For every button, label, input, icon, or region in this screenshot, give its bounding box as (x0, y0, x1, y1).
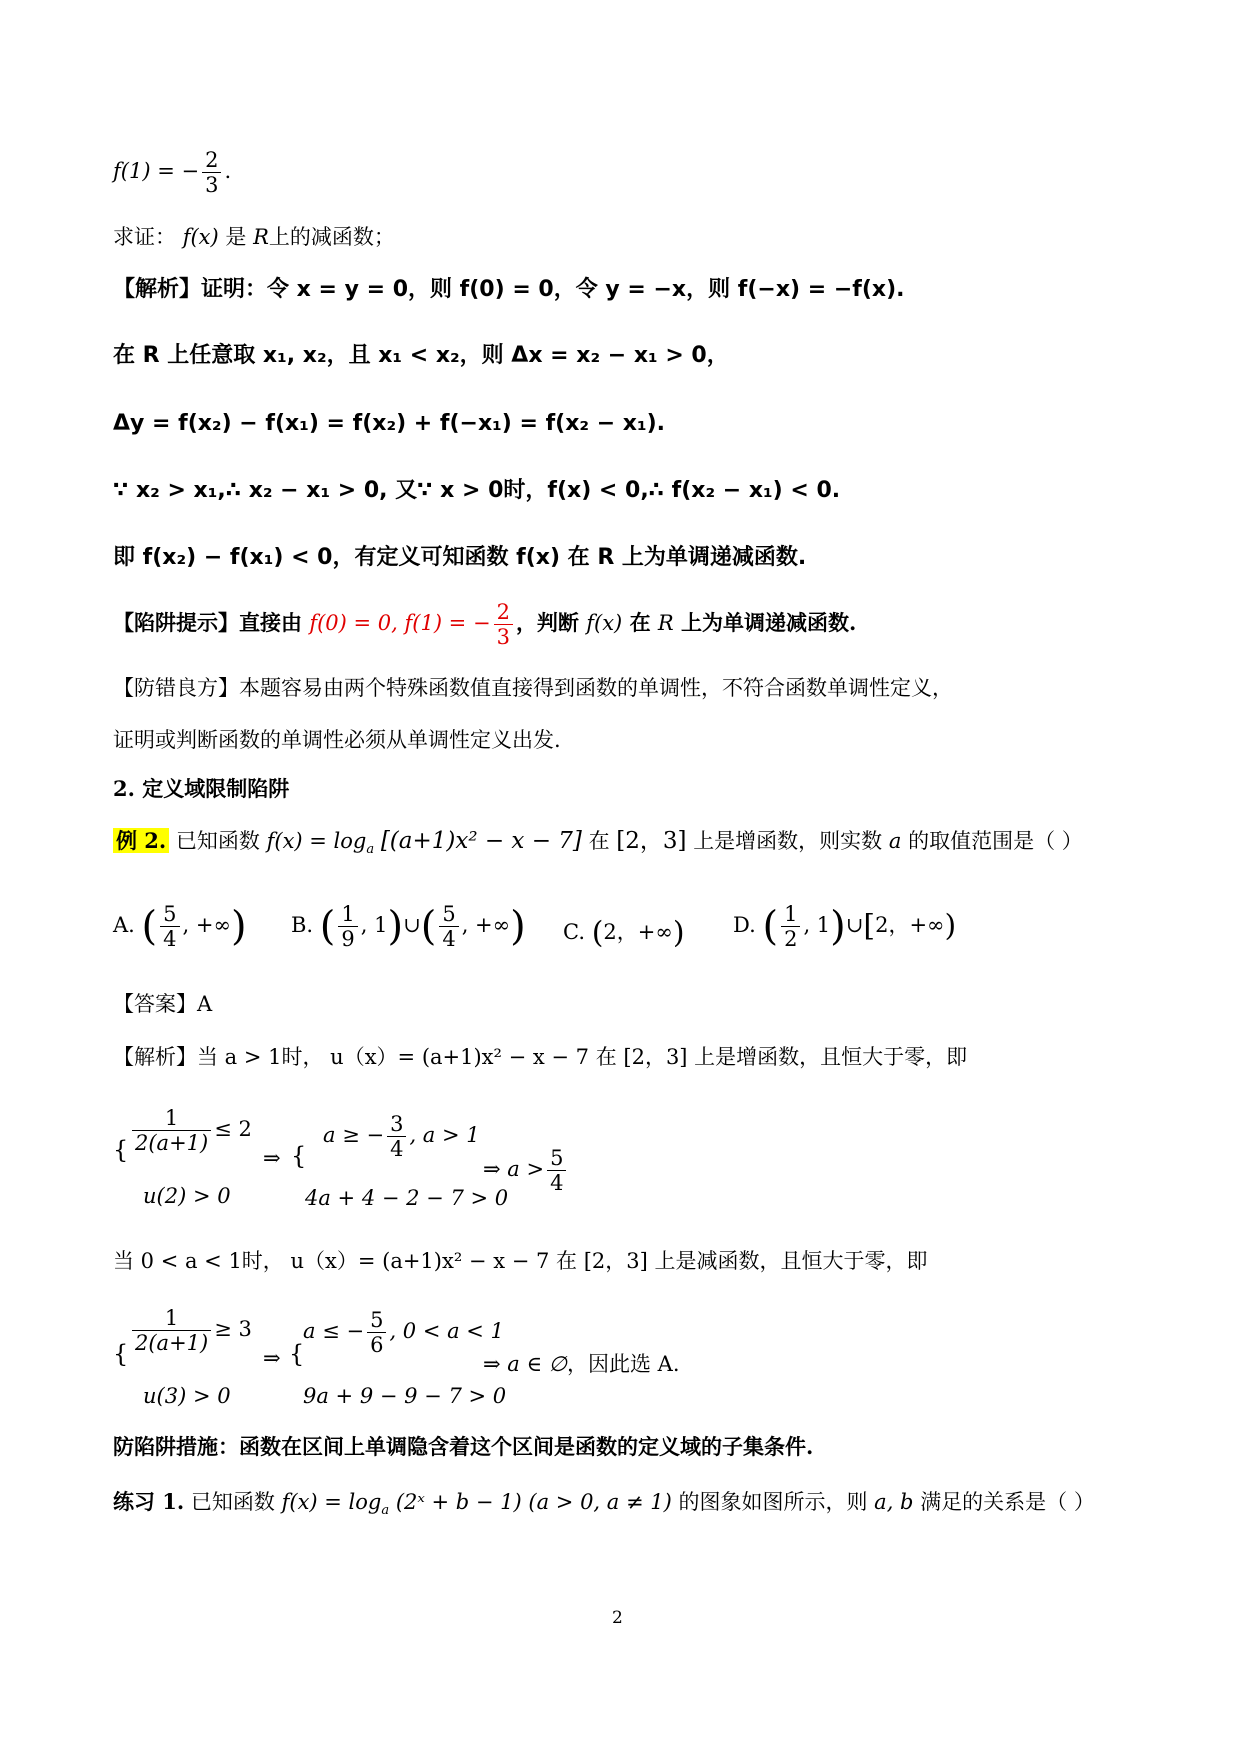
option-b[interactable]: B. ( $\frac{1}{9}$ , 1)∪( $\frac{5}{4}$ , +∞) (291, 902, 526, 952)
conclusion-text: ，因此选 A. (566, 1352, 680, 1376)
log-argument: [(a+1)x² − x − 7] (380, 828, 582, 854)
solution-text: 证明：令 x = y = 0，则 f(0) = 0，令 y = −x，则 f(−x) = −f(x). (201, 277, 905, 302)
option-value: , 1 (803, 913, 831, 938)
condition: , 0 < a < 1 (389, 1319, 504, 1344)
fraction-numerator: 1 (781, 902, 800, 927)
analysis-text: 当 0 < a < 1时， u（x）= (a+1)x² − x − 7 在 [2，3] 上是减函数，且恒大于零，即 (113, 1249, 928, 1273)
analysis-text: 【解析】当 a > 1时， u（x）= (a+1)x² − x − 7 在 [2，3] 上是增函数，且恒大于零，即 (113, 1045, 968, 1069)
log-base: a (366, 842, 375, 858)
function-fx: f(x) (586, 611, 623, 636)
option-value: , +∞ (182, 913, 231, 938)
trap-tag: 【陷阱提示】直接由 (113, 610, 302, 636)
solution-line-5 (113, 545, 806, 571)
practice-label: 练习 1. (113, 1489, 185, 1514)
option-label: B. (291, 913, 314, 938)
log-base: a (381, 1503, 390, 1519)
trap-fraction (494, 600, 513, 649)
fraction-denominator: 9 (341, 927, 355, 952)
fraction (202, 148, 221, 197)
fraction-denominator: 2 (784, 927, 798, 952)
option-a[interactable]: A. ( $\frac{5}{4}$ , +∞) (113, 902, 247, 952)
fraction (367, 1308, 386, 1357)
condition: u(3) > 0 (143, 1384, 231, 1408)
fraction-denominator: 4 (442, 927, 456, 952)
variables-ab: a, b (874, 1490, 914, 1514)
interval: [2，3] (616, 828, 687, 854)
option-value: 2，+∞ (875, 913, 945, 938)
fraction (338, 902, 357, 951)
fraction-numerator: 1 (132, 1106, 211, 1131)
prove-label: 求证： (113, 225, 176, 249)
implies-result: ⇒ a ∈ ∅ (483, 1352, 567, 1376)
option-value: , 1 (360, 913, 388, 938)
implies-arrow: ⇒ (263, 1346, 281, 1370)
trap-expression: f(0) = 0, f(1) = − (309, 611, 491, 636)
fraction-numerator: 5 (439, 902, 458, 927)
solution-text: 即 f(x₂) − f(x₁) < 0，有定义可知函数 f(x) 在 R 上为单调递减函数. (113, 545, 807, 570)
option-label: C. (563, 920, 585, 944)
equation-tail: . (224, 159, 232, 184)
example-2 (113, 828, 1083, 858)
variable-a: a (888, 829, 902, 853)
fraction-numerator: 2 (202, 148, 221, 173)
fraction-denominator: 4 (550, 1171, 564, 1196)
fraction-numerator: 5 (367, 1308, 386, 1333)
fraction-numerator: 1 (132, 1306, 211, 1331)
solution-text: Δy = f(x₂) − f(x₁) = f(x₂) + f(−x₁) = f(x₂ − x₁). (113, 411, 666, 436)
fraction-denominator: 2(a+1) (135, 1331, 209, 1356)
fraction (547, 1146, 566, 1195)
set-R: R (253, 225, 269, 249)
example-text: 上是增函数，则实数 (693, 829, 883, 853)
log-argument: (2ˣ + b − 1) (395, 1490, 522, 1514)
error-prevention-line-1 (113, 676, 953, 701)
trap-hint (113, 600, 856, 649)
inequality-relation: ≤ 2 (214, 1117, 252, 1142)
example-label: 例 2. (113, 828, 169, 853)
fraction-denominator: 6 (370, 1333, 384, 1358)
condition: a ≥ − (323, 1123, 385, 1148)
measure-text: 防陷阱措施：函数在区间上单调隐含着这个区间是函数的定义域的子集条件. (113, 1434, 814, 1459)
practice-1 (113, 1489, 1095, 1519)
solution-text: ∵ x₂ > x₁,∴ x₂ − x₁ > 0, 又∵ x > 0时，f(x) < 0,∴ f(x₂ − x₁) < 0. (113, 478, 841, 503)
function-fx: f(x) (182, 225, 219, 249)
analysis-case-1 (113, 1045, 967, 1070)
analysis-case-2 (113, 1249, 927, 1274)
fraction-numerator: 5 (547, 1146, 566, 1171)
condition: , a > 1 (409, 1123, 480, 1148)
equation-lhs: f(1) = − (113, 159, 200, 184)
error-prevention-text: 证明或判断函数的单调性必须从单调性定义出发. (113, 728, 561, 752)
fraction (781, 902, 800, 951)
fraction-denominator: 4 (390, 1137, 404, 1162)
answer (113, 992, 212, 1017)
fraction (160, 902, 179, 951)
trap-text: ，判断 (515, 610, 579, 636)
inequality-relation: ≥ 3 (214, 1317, 252, 1342)
prove-text: 是 (225, 225, 247, 249)
prove-text-end: 上的减函数； (268, 225, 395, 249)
fraction-numerator: 5 (160, 902, 179, 927)
example-text: 在 (588, 829, 610, 853)
answer-text: 【答案】A (113, 992, 213, 1016)
fraction (132, 1106, 211, 1155)
condition: u(2) > 0 (143, 1184, 231, 1208)
fraction-denominator: 3 (496, 625, 510, 650)
option-value: 2，+∞ (603, 920, 673, 944)
trap-text: 上为单调递减函数. (681, 610, 857, 636)
section-title-text: 2. 定义域限制陷阱 (113, 776, 290, 801)
log-function: f(x) = log (281, 1490, 382, 1514)
trap-text: 在 (629, 610, 651, 636)
option-label: A. (113, 913, 135, 938)
solution-line-3 (113, 411, 665, 437)
fraction (132, 1306, 211, 1355)
prove-statement (113, 225, 395, 250)
trap-prevention-measure (113, 1434, 813, 1459)
option-d[interactable]: D. ( $\frac{1}{2}$ , 1)∪[2，+∞) (733, 902, 957, 952)
solution-tag: 【解析】 (113, 277, 202, 302)
error-prevention-text: 【防错良方】本题容易由两个特殊函数值直接得到函数的单调性，不符合函数单调性定义， (113, 676, 953, 700)
option-value: , +∞ (461, 913, 511, 938)
condition: 4a + 4 − 2 − 7 > 0 (305, 1186, 509, 1210)
practice-text: 满足的关系是（ ） (920, 1490, 1095, 1514)
fraction-denominator: 3 (205, 173, 219, 198)
log-function: f(x) = log (266, 829, 367, 853)
section-title (113, 776, 289, 801)
fraction-denominator: 4 (163, 927, 177, 952)
solution-line-4 (113, 478, 840, 504)
fraction (387, 1112, 406, 1161)
fraction-numerator: 3 (387, 1112, 406, 1137)
practice-text: 已知函数 (190, 1490, 275, 1514)
condition: a ≤ − (303, 1319, 365, 1344)
solution-text: 在 R 上任意取 x₁, x₂，且 x₁ < x₂，则 Δx = x₂ − x₁ > 0， (113, 343, 729, 368)
base-condition: (a > 0, a ≠ 1) (528, 1490, 672, 1514)
union-symbol: ∪ (403, 913, 421, 938)
fraction-denominator: 2(a+1) (135, 1131, 209, 1156)
solution-line-1 (113, 277, 904, 303)
fraction (439, 902, 458, 951)
error-prevention-line-2 (113, 728, 561, 753)
practice-text: 的图象如图所示，则 (678, 1490, 868, 1514)
condition: 9a + 9 − 9 − 7 > 0 (303, 1384, 507, 1408)
fraction-numerator: 1 (338, 902, 357, 927)
option-c[interactable]: C. (2，+∞) (563, 915, 685, 951)
implies-result: ⇒ a > (483, 1157, 545, 1182)
equation-f1 (113, 148, 231, 197)
union-symbol: ∪ (845, 913, 864, 938)
example-text: 已知函数 (175, 829, 260, 853)
fraction-numerator: 2 (494, 600, 513, 625)
example-text: 的取值范围是（ ） (908, 829, 1083, 853)
solution-line-2 (113, 343, 729, 369)
document-page: f(1) = − $\frac{2}{3}$ . 求证： f(x) 是 R上的减函数； 【解析】证明：令 x = y = 0，则 f(0) = 0，令 y = −x，则 f(−x) = −f(x). 在 R 上任意取 x₁, x₂，且 x₁ < x₂，则 Δx = x₂ − x₁ > 0， Δy = f(x₂) − f(x₁) = f(x₂) + f(−x₁) = f(x₂ − x₁). ∵ x₂ > x₁,∴ x₂ − x₁ > 0, 又∵ x > 0时，f(x) < 0,∴ f(x₂ − x₁) < 0. 即 f(x₂) − f(x₁) < 0，有定义可知函数 f(x) 在 R 上为单调递减函数. 【陷阱提示】直接由 f(0) = 0, f(1) = − $\frac{2}{3}$ ，判断 f(x) 在 R 上为单调递减函数. 【防错良方】本题容易由两个特殊函数值直接得到函数的单调性，不符合函数单调性定义， 证明或判断函数的单调性必须从单调性定义出发. 2. 定义域限制陷阱 例 2. 已知函数 $f(x) = \log_a [(a+1)x^2 - x - 7]$ 在 [2，3] 上是增函数，则实数 a 的取值范围是（ ） A. ( $\frac{5}{4}$ , +∞) B. ( $\frac{1}{9}$ , 1)∪( $\frac{5}{4}$ , +∞) C. (2，+∞) D. ( $\frac{1}{2}$ , 1)∪[2，+∞) 【答案】A 【解析】当 a > 1时， u（x）= (a+1)x² − x − 7 在 [2，3] 上是增函数，且恒大于零，即 { $\frac{1}{2(a+1)}$ ≤ 2 u(2) > 0 ⇒ { a ≥ − $\frac{3}{4}$ , a > 1 4a + 4 − 2 − 7 > 0 ⇒ a > $\frac{5}{4}$ 当 0 < a < 1时， u（x）= (a+1)x² − x − 7 在 [2，3] 上是减函数，且恒大于零，即 { $\frac{1}{2(a+1)}$ ≥ 3 u(3) > 0 ⇒ { a ≤ − $\frac{5}{6}$ , 0 < a < 1 9a + 9 − 9 − 7 > 0 ⇒ a ∈ ∅，因此选 A. 防陷阱措施：函数在区间上单调隐含着这个区间是函数的定义域的子集条件. 练习 1. 已知函数 $f(x) = \log_a$ (2ˣ + b − 1) (a > 0, a ≠ 1) 的图象如图所示，则 a, b 满足的关系是（ ） 2 (113, 148, 1095, 1628)
set-R: R (657, 611, 674, 636)
implies-arrow: ⇒ (263, 1146, 281, 1170)
option-label: D. (733, 913, 756, 938)
page-number: 2 (612, 1608, 623, 1628)
